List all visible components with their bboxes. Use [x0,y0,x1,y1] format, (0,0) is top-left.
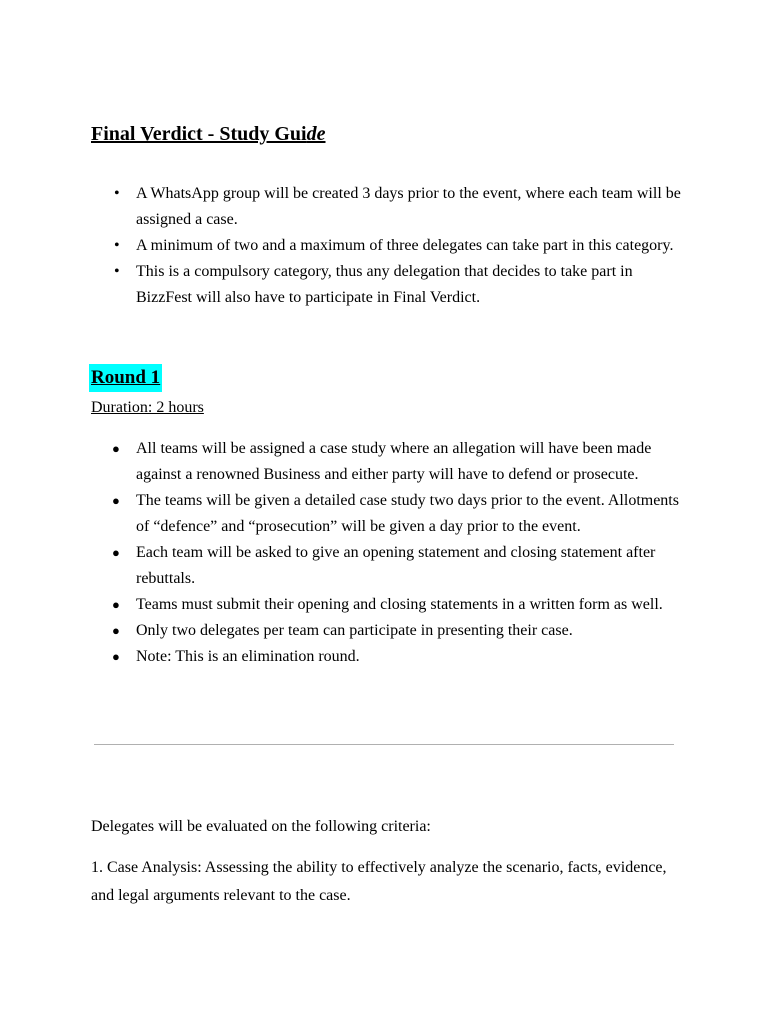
title-italic-tail: de [306,123,326,145]
round-1-duration: Duration: 2 hours [91,399,204,416]
list-item: • This is a compulsory category, thus any delegation that decides to take part in BizzFest will also have to participate in Final Verdict. [91,259,691,311]
round-1-bullet-list [91,436,691,670]
list-item: ● All teams will be assigned a case study where an allegation will have been made against a renowned Business and either party will have to defend or prosecute. [91,436,691,488]
list-item: ● The teams will be given a detailed case study two days prior to the event. Allotments of “defence” and “prosecution” will be given a day prior to the event. [91,488,691,540]
list-item: • A minimum of two and a maximum of three delegates can take part in this category. [91,233,691,259]
list-item: • A WhatsApp group will be created 3 days prior to the event, where each team will be assigned a case. [91,181,691,233]
list-item: ● Note: This is an elimination round. [91,644,691,670]
criteria-item: 1. Case Analysis: Assessing the ability to effectively analyze the scenario, facts, evidence, and legal arguments relevant to the case. [91,859,667,904]
criteria-intro: Delegates will be evaluated on the following criteria: [91,818,431,835]
list-item: ● Teams must submit their opening and closing statements in a written form as well. [91,592,691,618]
title-main: Final Verdict - Study Gui [91,123,307,145]
list-item: ● Each team will be asked to give an opening statement and closing statement after rebuttals. [91,540,691,592]
round-1-heading: Round 1 [89,364,162,392]
list-item: ● Only two delegates per team can participate in presenting their case. [91,618,691,644]
horizontal-divider [94,744,674,745]
page-title [91,121,326,147]
intro-bullet-list [91,181,691,311]
